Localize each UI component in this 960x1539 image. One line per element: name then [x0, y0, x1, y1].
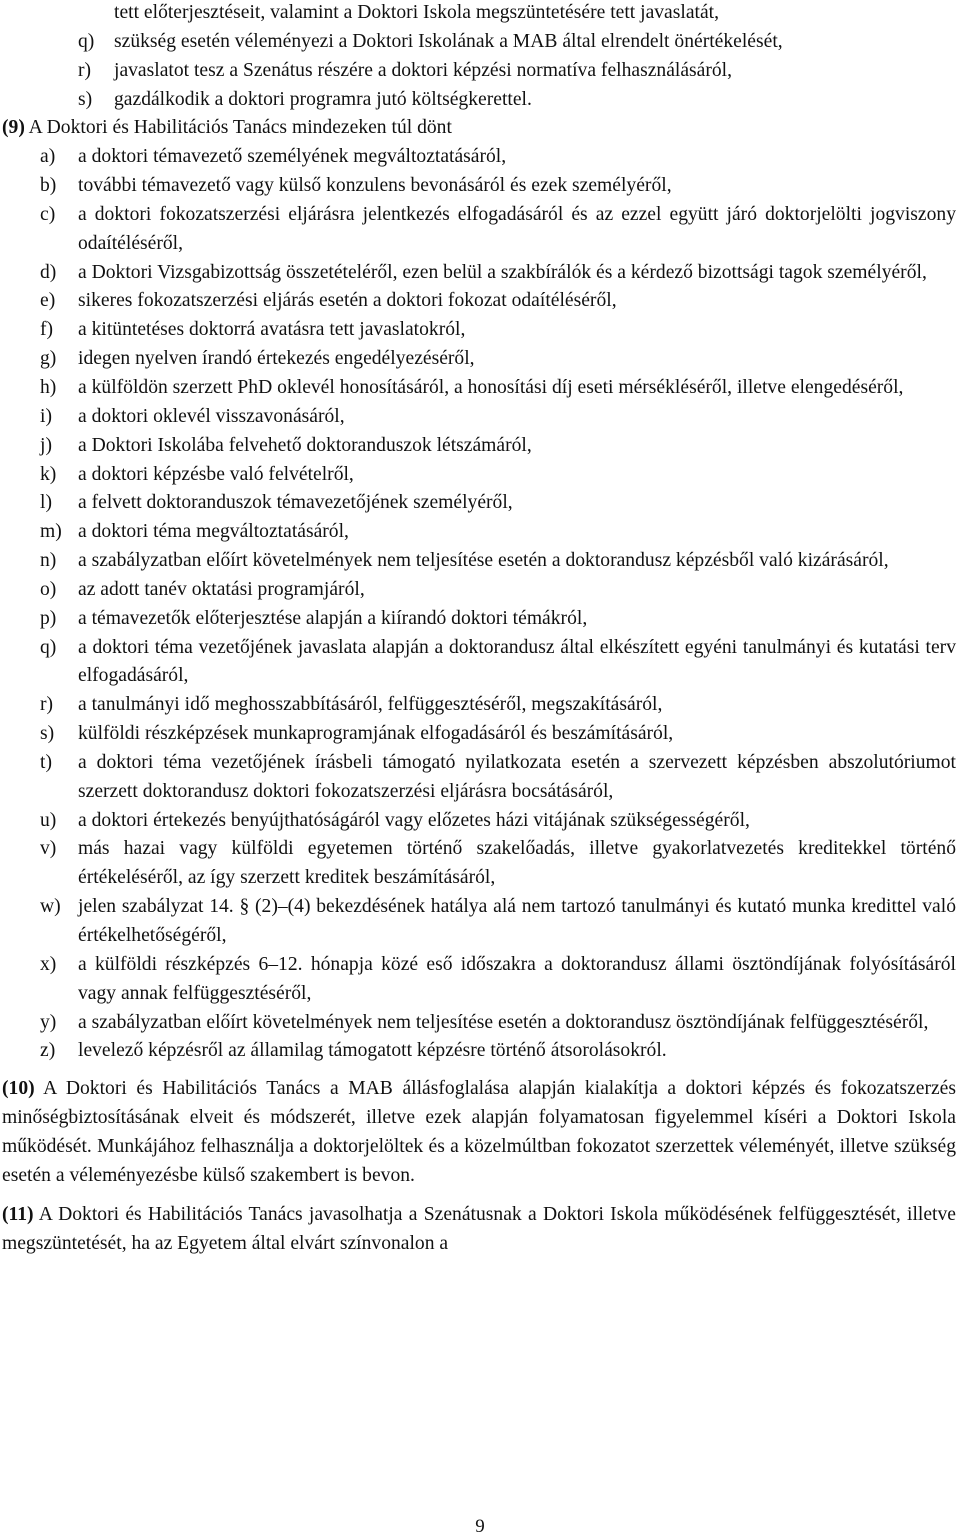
list-item-text: a külföldi részképzés 6–12. hónapja közé eső időszakra a doktorandusz állami ösztöndíjának folyósításáról vagy annak felfüggesztéséről,	[78, 953, 956, 1004]
list-item-label: v)	[40, 838, 57, 860]
list-item	[40, 172, 956, 201]
list-item-label: g)	[40, 348, 57, 370]
list-item	[40, 951, 956, 1009]
list-item-label: y)	[40, 1011, 57, 1033]
list-item	[40, 489, 956, 518]
list-item-text: a doktori értekezés benyújthatóságáról vagy előzetes házi vitájának szükségességéről,	[78, 809, 750, 831]
list-item-text: a doktori fokozatszerzési eljárásra jelentkezés elfogadásáról és az ezzel együtt járó doktorjelölti jogviszony odaítéléséről,	[78, 203, 956, 254]
continued-list	[2, 0, 956, 114]
list-item	[40, 547, 956, 576]
list-item-text: tett előterjesztéseit, valamint a Doktori Iskola megszüntetésére tett javaslatát,	[114, 2, 720, 23]
list-item	[40, 807, 956, 836]
list-item-label: c)	[40, 203, 56, 225]
list-item-text: szükség esetén véleményezi a Doktori Iskolának a MAB által elrendelt önértékelését,	[114, 30, 783, 52]
list-item-text: a témavezetők előterjesztése alapján a kiírandó doktori témákról,	[78, 607, 588, 629]
list-item	[40, 605, 956, 634]
list-item-text: más hazai vagy külföldi egyetemen történő szakelőadás, illetve gyakorlatvezetés kreditekkel történő értékeléséről, az így szerzett kreditek beszámításáról,	[78, 838, 956, 889]
list-item-text: a szabályzatban előírt követelmények nem teljesítése esetén a doktorandusz képzésből való kizárásáról,	[78, 550, 889, 572]
section-11-paragraph	[2, 1200, 956, 1258]
section-10-number: (10)	[2, 1078, 35, 1100]
list-item-label: n)	[40, 550, 57, 572]
list-item-text: külföldi részképzések munkaprogramjának elfogadásáról és beszámításáról,	[78, 723, 674, 745]
list-item-label: d)	[40, 261, 57, 283]
list-item	[40, 403, 956, 432]
list-item	[40, 749, 956, 807]
list-item-text: sikeres fokozatszerzési eljárás esetén a doktori fokozat odaítéléséről,	[78, 290, 617, 312]
list-item-label: k)	[40, 463, 57, 485]
list-item-label: j)	[40, 434, 52, 456]
list-item	[40, 316, 956, 345]
list-item-label: e)	[40, 290, 56, 312]
list-item-label: o)	[40, 578, 57, 600]
list-item	[40, 576, 956, 605]
list-item	[40, 287, 956, 316]
list-item-label: i)	[40, 405, 52, 427]
list-item	[40, 691, 956, 720]
section-11-text: A Doktori és Habilitációs Tanács javasolhatja a Szenátusnak a Doktori Iskola működésének felfüggesztését, illetve megszüntetését, ha az Egyetem által elvárt színvonalon a	[2, 1204, 956, 1255]
list-item-label: b)	[40, 175, 57, 197]
list-item	[40, 720, 956, 749]
list-item-label: p)	[40, 607, 57, 629]
list-item-label: f)	[40, 319, 54, 341]
section-9-list	[2, 143, 956, 1066]
list-item	[40, 518, 956, 547]
list-item-text: jelen szabályzat 14. § (2)–(4) bekezdésének hatálya alá nem tartozó tanulmányi és kutató munka kredittel való értékelhetőségéről,	[78, 896, 956, 946]
list-item-text: a külföldön szerzett PhD oklevél honosításáról, a honosítási díj eseti mérsékléséről, illetve elengedéséről,	[78, 376, 904, 398]
list-item-text: a doktori téma vezetőjének javaslata alapján a doktorandusz által elkészített egyéni tanulmányi és kutatási terv elfogadásáról,	[78, 636, 956, 687]
list-item-text: a szabályzatban előírt követelmények nem teljesítése esetén a doktorandusz ösztöndíjának felfüggesztéséről,	[78, 1011, 929, 1033]
list-item-text: idegen nyelven írandó értekezés engedélyezéséről,	[78, 348, 475, 370]
section-10-paragraph	[2, 1074, 956, 1190]
list-item	[40, 461, 956, 490]
list-item-text: az adott tanév oktatási programjáról,	[78, 578, 365, 600]
section-10-text: A Doktori és Habilitációs Tanács a MAB állásfoglalása alapján kialakítja a doktori képzés és fokozatszerzés minőségbiztosításának elveit és módszerét, illetve ezek alapján folyamatosan figyelemmel kíséri a Doktori Iskola működését. Munkájához felhasználja a doktorjelöltek és a közelmúltban fokozatot szerzettek véleményét, illetve szükség esetén a véleményezésbe külső szakembert is bevon.	[2, 1078, 956, 1187]
list-item	[40, 374, 956, 403]
list-item-text: a doktori oklevél visszavonásáról,	[78, 405, 345, 427]
list-item	[78, 86, 956, 115]
section-9-number: (9)	[2, 117, 25, 139]
section-9-intro: A Doktori és Habilitációs Tanács mindezeken túl dönt	[24, 117, 452, 139]
list-item-text: a doktori képzésbe való felvételről,	[78, 463, 354, 485]
list-item-label: s)	[40, 723, 55, 745]
list-item-label: m)	[40, 521, 62, 543]
list-item-text: a felvett doktoranduszok témavezetőjének személyéről,	[78, 492, 513, 514]
list-item-text: levelező képzésről az államilag támogatott képzésre történő átsorolásokról.	[78, 1040, 667, 1062]
list-item	[40, 345, 956, 374]
list-item-label: q)	[40, 636, 57, 658]
list-item	[40, 201, 956, 259]
list-item-label: z)	[40, 1040, 56, 1062]
list-item	[40, 259, 956, 288]
list-item	[40, 1037, 956, 1066]
list-item-label: x)	[40, 953, 57, 975]
section-11-number: (11)	[2, 1204, 34, 1226]
list-item-label: r)	[78, 59, 92, 81]
list-item	[40, 1009, 956, 1038]
list-item-label: l)	[40, 492, 52, 514]
list-item-label: w)	[40, 896, 61, 918]
list-item-text: a doktori témavezető személyének megváltoztatásáról,	[78, 146, 507, 168]
list-item	[78, 0, 956, 28]
list-item	[78, 28, 956, 57]
page-number: 9	[475, 1516, 485, 1537]
list-item-label: s)	[78, 88, 93, 110]
list-item-label: h)	[40, 376, 57, 398]
list-item	[40, 835, 956, 893]
list-item-label: a)	[40, 146, 56, 168]
list-item-text: további témavezető vagy külső konzulens bevonásáról és ezek személyéről,	[78, 175, 672, 197]
list-item-text: a Doktori Vizsgabizottság összetételéről, ezen belül a szakbírálók és a kérdező bizottsági tagok személyéről,	[78, 261, 927, 283]
list-item-text: a doktori téma vezetőjének írásbeli támogató nyilatkozata esetén a szervezett képzésben abszolutóriumot szerzett doktorandusz doktori fokozatszerzési eljárásra bocsátásáról,	[78, 751, 956, 802]
list-item-text: a tanulmányi idő meghosszabbításáról, felfüggesztéséről, megszakításáról,	[78, 694, 663, 716]
list-item-text: a doktori téma megváltoztatásáról,	[78, 521, 349, 543]
list-item-label: q)	[78, 30, 95, 52]
list-item-text: gazdálkodik a doktori programra jutó költségkerettel.	[114, 88, 532, 110]
list-item-label: r)	[40, 694, 54, 716]
list-item	[40, 432, 956, 461]
list-item	[78, 57, 956, 86]
list-item-text: a Doktori Iskolába felvehető doktoranduszok létszámáról,	[78, 434, 532, 456]
document-page	[2, 0, 956, 1258]
section-9-heading	[2, 114, 956, 143]
list-item	[40, 634, 956, 692]
list-item	[40, 893, 956, 951]
list-item-text: a kitüntetéses doktorrá avatásra tett javaslatokról,	[78, 319, 466, 341]
list-item-label: t)	[40, 751, 52, 773]
list-item	[40, 143, 956, 172]
list-item-label: u)	[40, 809, 57, 831]
list-item-text: javaslatot tesz a Szenátus részére a doktori képzési normatíva felhasználásáról,	[114, 59, 733, 81]
